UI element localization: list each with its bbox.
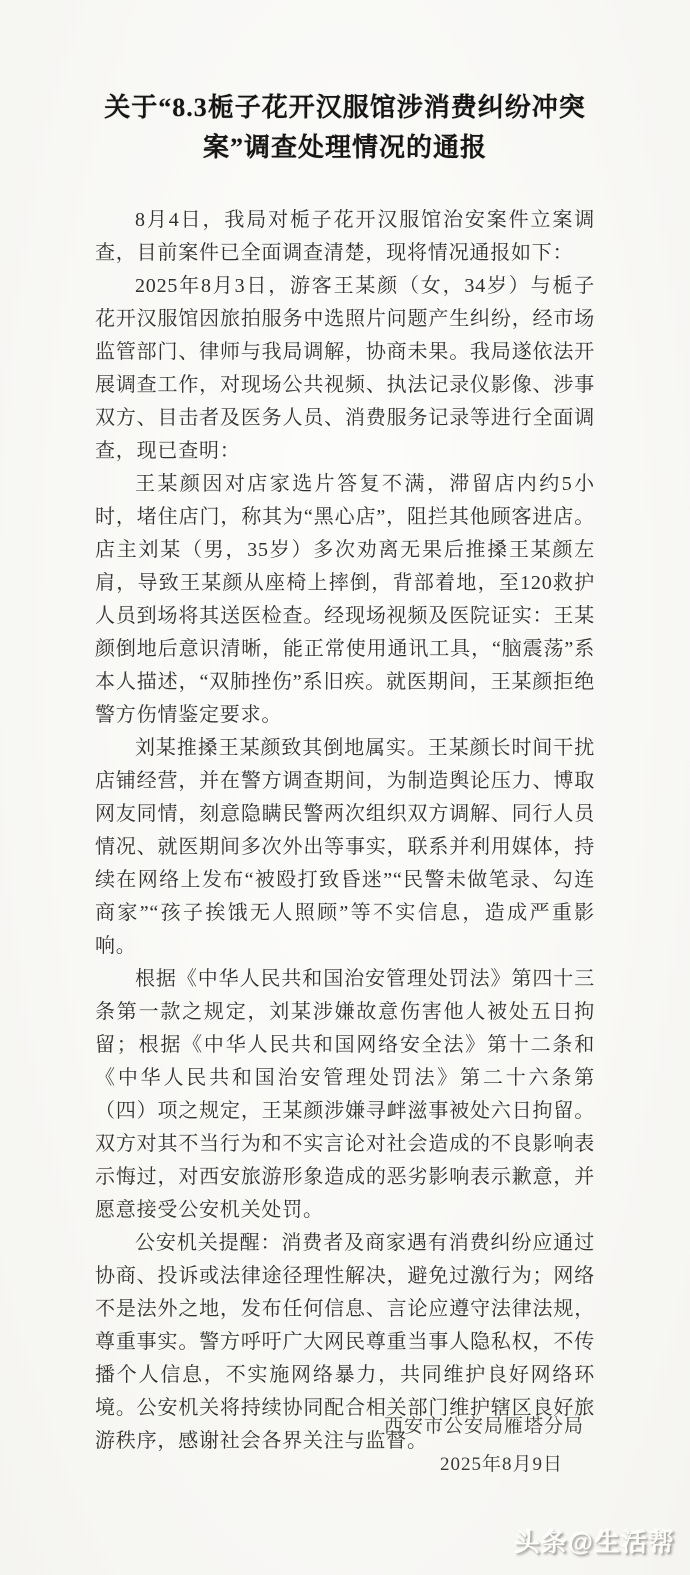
issue-date: 2025年8月9日 [439,1454,563,1475]
paragraph-intro: 8月4日，我局对栀子花开汉服馆治安案件立案调查，目前案件已全面调查清楚，现将情况通报如下： [95,209,595,264]
signature-block [0,1412,690,1480]
document-title: 关于“8.3栀子花开汉服馆涉消费纠纷冲突案”调查处理情况的通报 [104,93,586,162]
paragraph-incident-background: 2025年8月3日，游客王某颜（女，34岁）与栀子花开汉服馆因旅拍服务中选照片问题产生纠纷，经市场监管部门、律师与我局调解，协商未果。我局遂依法开展调查工作，对现场公共视频、执法记录仪影像、涉事双方、目击者及医务人员、消费服务记录等进行全面调查，现已查明： [95,275,595,462]
paragraph-findings: 王某颜因对店家选片答复不满，滞留店内约5小时，堵住店门，称其为“黑心店”，阻拦其他顾客进店。店主刘某（男，35岁）多次劝离无果后推搡王某颜左肩，导致王某颜从座椅上摔倒，背部着地，至120救护人员到场将其送医检查。经现场视频及医院证实：王某颜倒地后意识清晰，能正常使用通讯工具，“脑震荡”系本人描述，“双肺挫伤”系旧疾。就医期间，王某颜拒绝警方伤情鉴定要求。 [95,473,595,726]
document-body [95,204,595,1458]
paragraph-conduct-details: 刘某推搡王某颜致其倒地属实。王某颜长时间干扰店铺经营，并在警方调查期间，为制造舆论压力、博取网友同情，刻意隐瞒民警两次组织双方调解、同行人员情况、就医期间多次外出等事实，联系并利用媒体，持续在网络上发布“被殴打致昏迷”“民警未做笔录、勾连商家”“孩子挨饿无人照顾”等不实信息，造成严重影响。 [95,737,595,957]
watermark-toutiao-shenghuobang: 头条@生活帮 [514,1529,676,1557]
issuing-authority: 西安市公安局雁塔分局 [383,1416,584,1437]
paragraph-penalties: 根据《中华人民共和国治安管理处罚法》第四十三条第一款之规定，刘某涉嫌故意伤害他人被处五日拘留；根据《中华人民共和国网络安全法》第十二条和《中华人民共和国治安管理处罚法》第二十六条第（四）项之规定，王某颜涉嫌寻衅滋事被处六日拘留。双方对其不当行为和不实言论对社会造成的不良影响表示悔过，对西安旅游形象造成的恶劣影响表示歉意，并愿意接受公安机关处罚。 [95,968,595,1221]
paragraph-police-reminder: 公安机关提醒：消费者及商家遇有消费纠纷应通过协商、投诉或法律途径理性解决，避免过激行为；网络不是法外之地，发布任何信息、言论应遵守法律法规，尊重事实。警方呼吁广大网民尊重当事人隐私权，不传播个人信息，不实施网络暴力，共同维护良好网络环境。公安机关将持续协同配合相关部门维护辖区良好旅游秩序，感谢社会各界关注与监督。 [95,1232,595,1452]
